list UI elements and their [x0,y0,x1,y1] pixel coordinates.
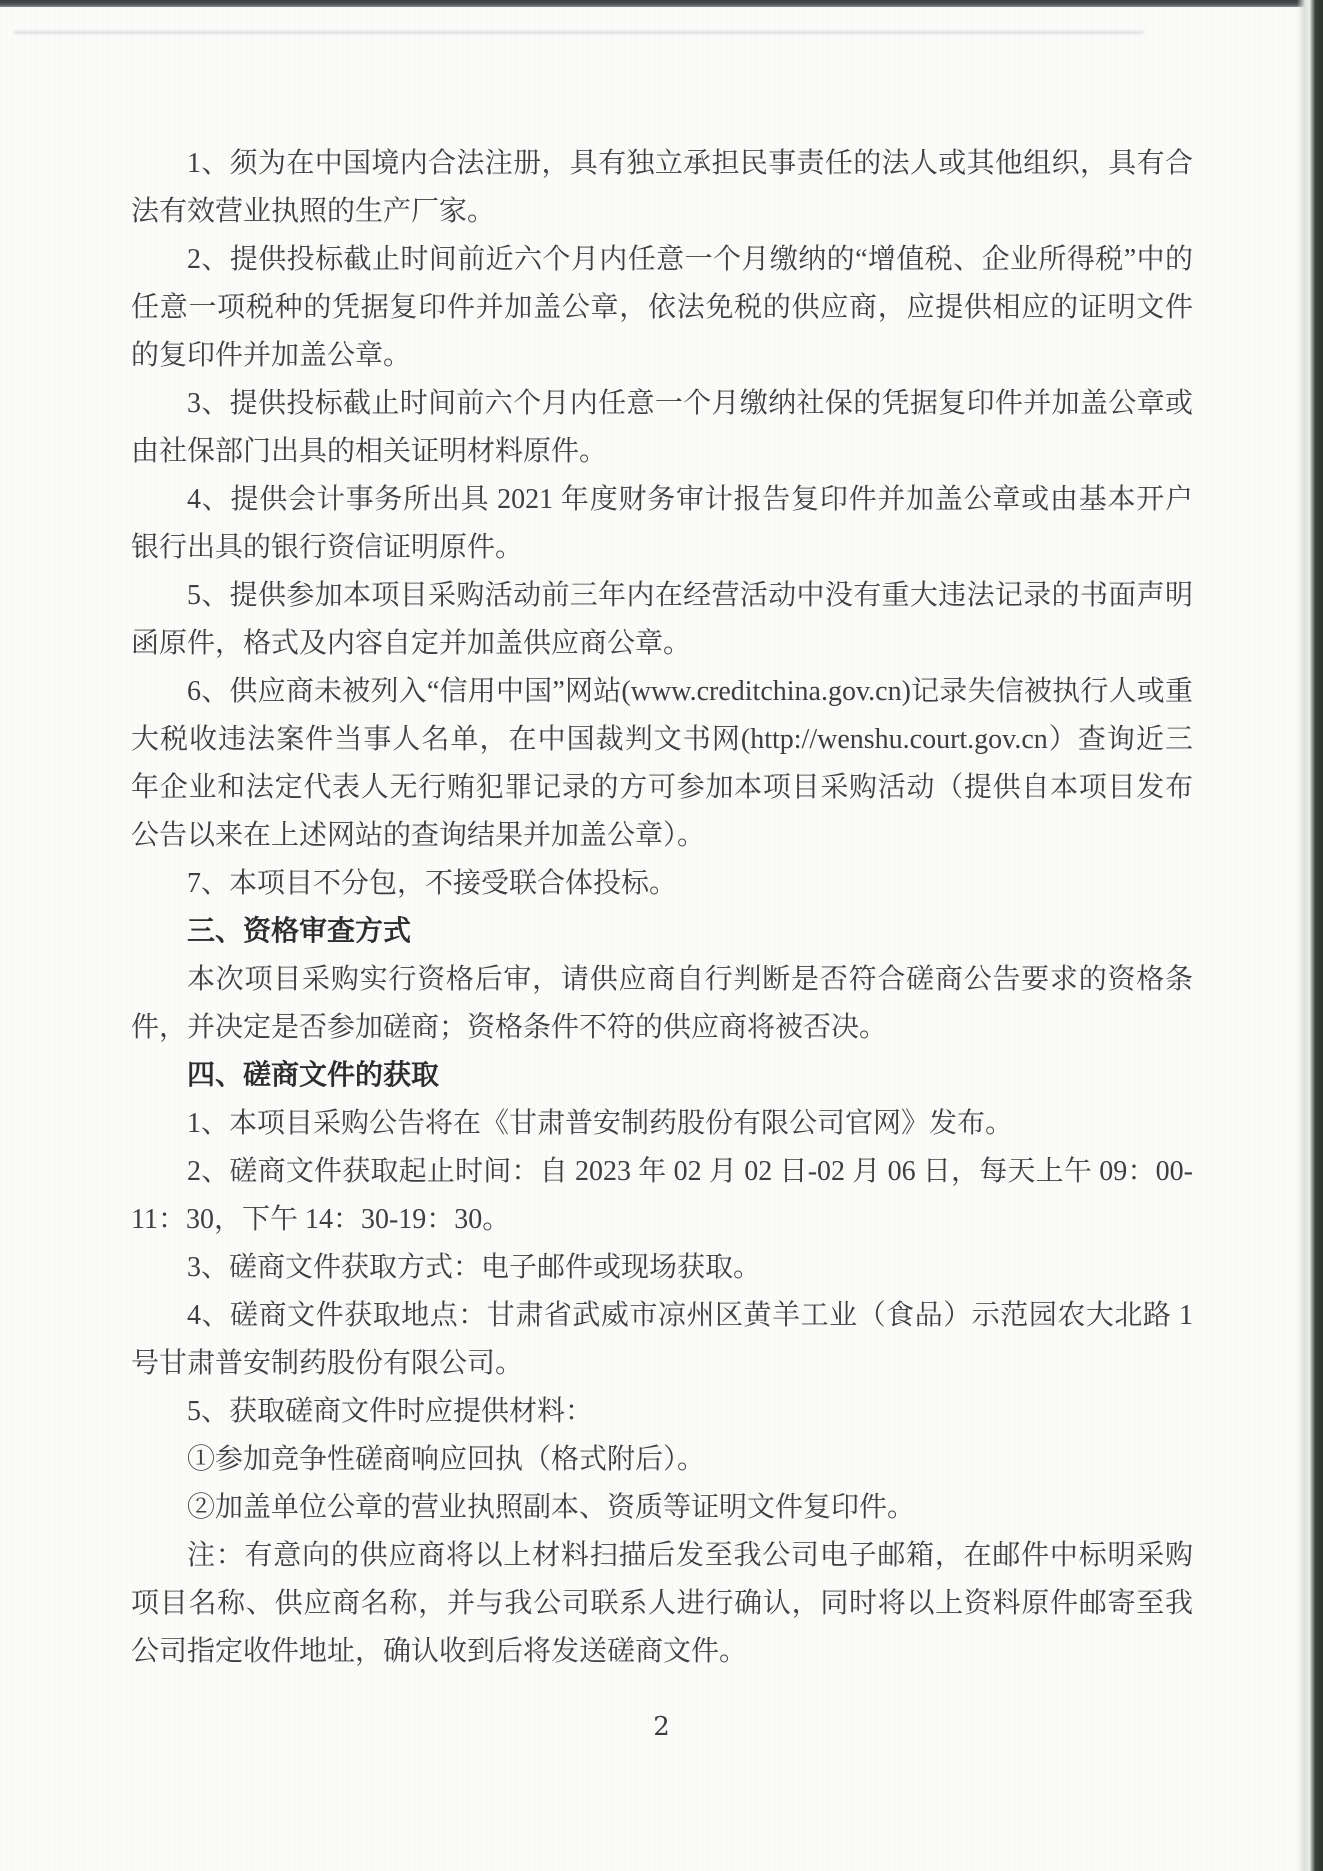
paragraph-obtain-2: 2、磋商文件获取起止时间：自 2023 年 02 月 02 日-02 月 06 日，每天上午 09：00-11：30，下午 14：30-19：30。 [131,1156,1193,1235]
paragraph-qualification-3: 3、提供投标截止时间前六个月内任意一个月缴纳社保的凭据复印件并加盖公章或由社保部门出具的相关证明材料原件。 [131,388,1193,467]
paragraph-qualification-6: 6、供应商未被列入“信用中国”网站(www.creditchina.gov.cn)记录失信被执行人或重大税收违法案件当事人名单，在中国裁判文书网(http://wenshu.court.gov.cn）查询近三年企业和法定代表人无行贿犯罪记录的方可参加本项目采购活动（提供自本项目发布公告以来在上述网站的查询结果并加盖公章）。 [131,676,1193,851]
paragraph-material-1: ①参加竞争性磋商响应回执（格式附后）。 [187,1444,706,1475]
paragraph-qualification-7: 7、本项目不分包，不接受联合体投标。 [187,868,678,899]
paragraph-qualification-5: 5、提供参加本项目采购活动前三年内在经营活动中没有重大违法记录的书面声明函原件，格式及内容自定并加盖供应商公章。 [131,580,1193,659]
section-heading-3: 三、资格审查方式 [187,916,412,947]
paragraph-obtain-4: 4、磋商文件获取地点：甘肃省武威市凉州区黄羊工业（食品）示范园农大北路 1 号甘肃普安制药股份有限公司。 [131,1300,1193,1379]
paragraph-qualification-1: 1、须为在中国境内合法注册，具有独立承担民事责任的法人或其他组织，具有合法有效营业执照的生产厂家。 [131,148,1193,227]
page-footer [131,1712,1193,1742]
paragraph-note: 注：有意向的供应商将以上材料扫描后发至我公司电子邮箱，在邮件中标明采购项目名称、供应商名称，并与我公司联系人进行确认，同时将以上资料原件邮寄至我公司指定收件地址，确认收到后将发送磋商文件。 [131,1540,1193,1667]
document-body [131,140,1193,1676]
paragraph-qualification-2: 2、提供投标截止时间前近六个月内任意一个月缴纳的“增值税、企业所得税”中的任意一项税种的凭据复印件并加盖公章，依法免税的供应商，应提供相应的证明文件的复印件并加盖公章。 [131,244,1193,371]
paragraph-qualification-4: 4、提供会计事务所出具 2021 年度财务审计报告复印件并加盖公章或由基本开户银行出具的银行资信证明原件。 [131,484,1193,563]
paragraph-obtain-3: 3、磋商文件获取方式：电子邮件或现场获取。 [187,1252,762,1283]
paragraph-obtain-1: 1、本项目采购公告将在《甘肃普安制药股份有限公司官网》发布。 [187,1108,1014,1139]
page-number: 2 [653,1712,671,1742]
scan-artifact-smudge [14,31,1144,34]
section-heading-4: 四、磋商文件的获取 [187,1060,440,1091]
scan-artifact-top-edge [0,0,1323,7]
paragraph-review-method: 本次项目采购实行资格后审，请供应商自行判断是否符合磋商公告要求的资格条件，并决定是否参加磋商；资格条件不符的供应商将被否决。 [131,964,1193,1043]
scan-artifact-right-edge [1297,0,1323,1871]
paragraph-obtain-5: 5、获取磋商文件时应提供材料： [187,1396,594,1427]
paragraph-material-2: ②加盖单位公章的营业执照副本、资质等证明文件复印件。 [187,1492,916,1523]
